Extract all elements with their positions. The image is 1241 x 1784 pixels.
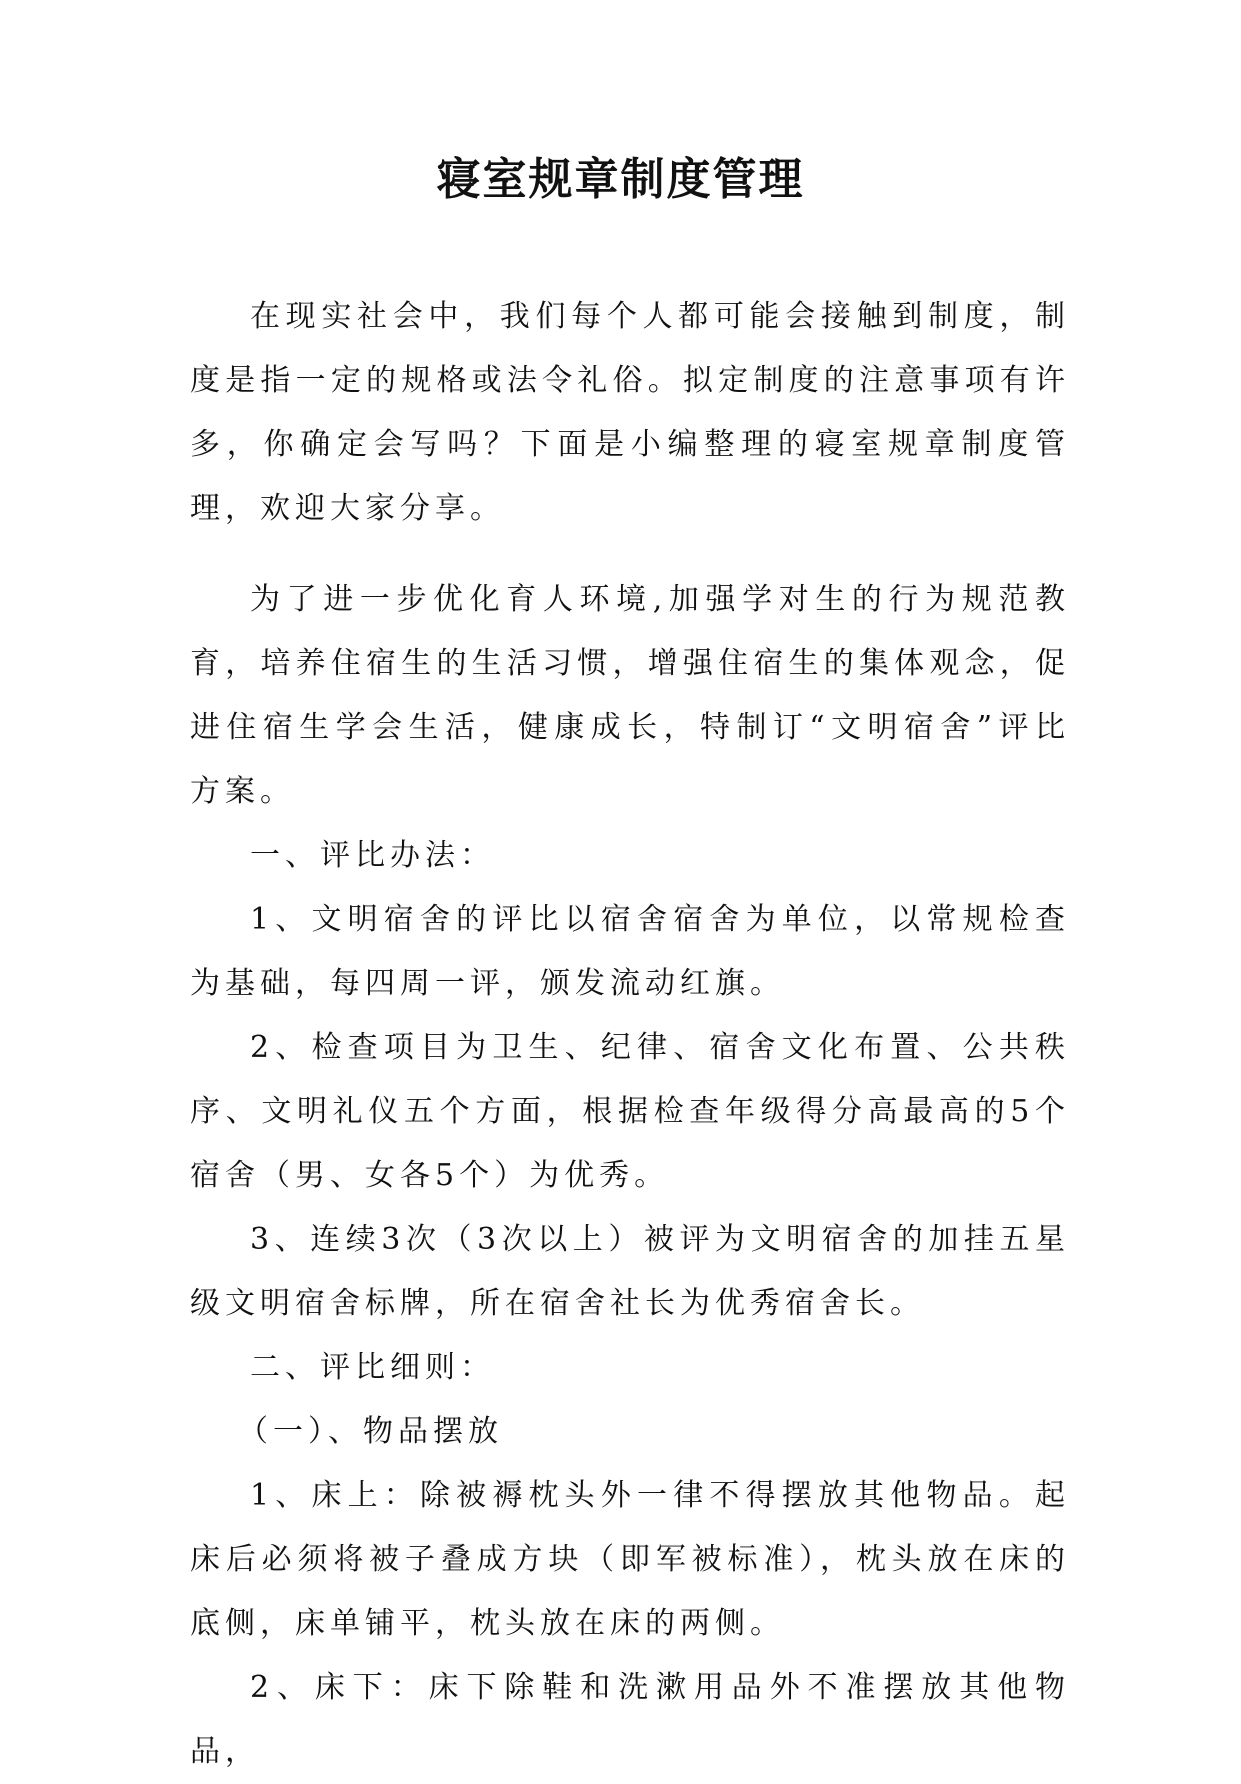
intro-paragraph: 在现实社会中，我们每个人都可能会接触到制度，制度是指一定的规格或法令礼俗。拟定制度的注意事项有许多，你确定会写吗？下面是小编整理的寝室规章制度管理，欢迎大家分享。 [190, 299, 1070, 526]
paragraph-method-2: 2、检查项目为卫生、纪律、宿舍文化布置、公共秩序、文明礼仪五个方面，根据检查年级得分高最高的5个宿舍（男、女各5个）为优秀。 [190, 1030, 1070, 1193]
intro-section [190, 285, 1070, 541]
paragraph-bed-bottom: 2、床下：床下除鞋和洗漱用品外不准摆放其他物品， [190, 1670, 1070, 1769]
paragraph-purpose: 为了进一步优化育人环境,加强学对生的行为规范教育，培养住宿生的生活习惯，增强住宿生的集体观念，促进住宿生学会生活，健康成长，特制订“文明宿舍”评比方案。 [190, 582, 1070, 809]
heading-evaluation-rules: 二、评比细则： [250, 1350, 495, 1385]
subheading-item-placement: （一）、物品摆放 [238, 1414, 503, 1449]
heading-evaluation-method: 一、评比办法： [250, 838, 495, 873]
main-section [190, 568, 1070, 1784]
paragraph-method-1: 1、文明宿舍的评比以宿舍宿舍为单位，以常规检查为基础，每四周一评，颁发流动红旗。 [190, 902, 1070, 1001]
paragraph-bed-top: 1、床上：除被褥枕头外一律不得摆放其他物品。起床后必须将被子叠成方块（即军被标准），枕头放在床的底侧，床单铺平，枕头放在床的两侧。 [190, 1478, 1070, 1641]
document-title: 寝室规章制度管理 [436, 154, 805, 205]
paragraph-method-3: 3、连续3次（3次以上）被评为文明宿舍的加挂五星级文明宿舍标牌，所在宿舍社长为优秀宿舍长。 [190, 1222, 1070, 1321]
